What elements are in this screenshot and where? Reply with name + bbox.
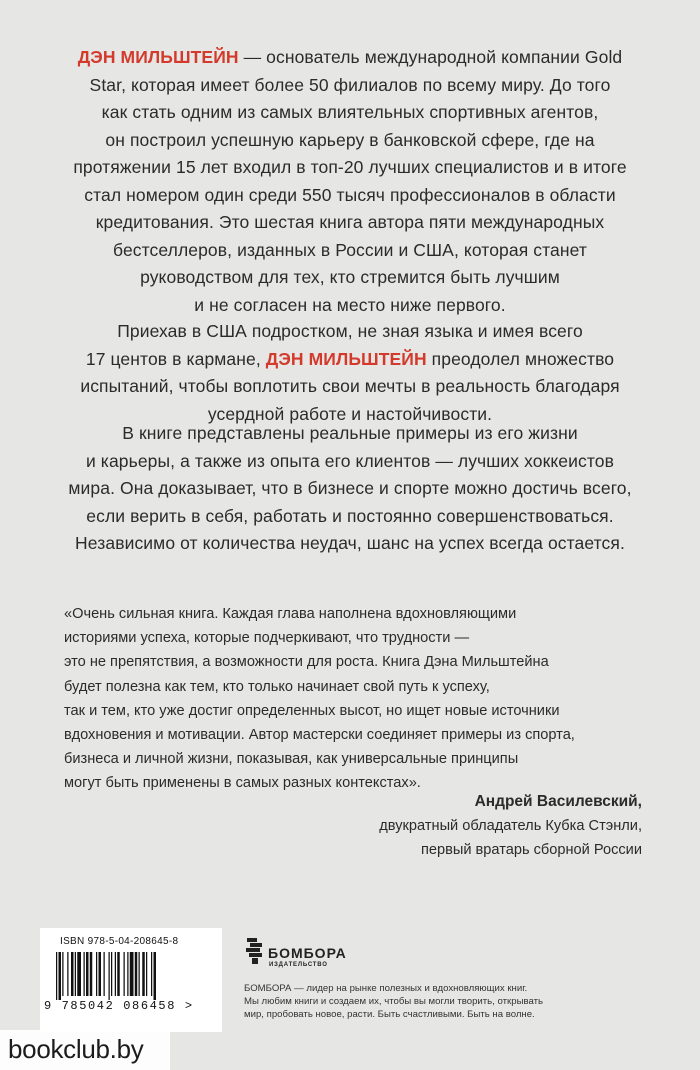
about-line: и карьеры, а также из опыта его клиентов — лучших хоккеистов — [85, 450, 615, 471]
endorsement-quote — [64, 602, 644, 796]
isbn-number: ISBN 978-5-04-208645-8 — [60, 936, 179, 947]
quote-line: историями успеха, которые подчеркивают, что трудности — — [64, 630, 470, 647]
author-name-highlight: ДЭН МИЛЬШТЕЙН — [77, 47, 239, 67]
publisher-line: Мы любим книги и создаем их, чтобы вы могли творить, открывать — [244, 996, 543, 1007]
barcode-panel — [40, 928, 222, 1032]
quote-line: «Очень сильная книга. Каждая глава наполнена вдохновляющими — [64, 606, 517, 622]
about-line: мира. Она доказывает, что в бизнесе и спорте можно достичь всего, — [68, 478, 632, 498]
intro-line: кредитования. Это шестая книга автора пяти международных — [95, 212, 605, 232]
intro-line: бестселлеров, изданных в России и США, которая станет — [113, 239, 587, 260]
bombora-logo-icon — [244, 936, 266, 966]
publisher-line: БОМБОРА — лидер на рынке полезных и вдохновляющих книг. — [244, 983, 528, 994]
author-story-paragraph — [40, 318, 660, 428]
book-about-paragraph — [40, 420, 660, 558]
about-line: В книге представлены реальные примеры из его жизни — [122, 423, 578, 443]
barcode-digits: 9 785042 086458 > — [44, 999, 194, 1013]
quote-line: вдохновения и мотивации. Автор мастерски соединяет примеры из спорта, — [64, 727, 575, 744]
intro-line-1: ДЭН МИЛЬШТЕЙН — основатель международной компании Gold — [77, 47, 623, 67]
story-line: Приехав в США подростком, не зная языка и имея всего — [117, 321, 583, 341]
attribution-name: Андрей Василевский, — [474, 793, 642, 810]
intro-line: он построил успешную карьеру в банковской сфере, где на — [105, 129, 595, 150]
publisher-logo-subtitle: ИЗДАТЕЛЬСТВО — [269, 962, 328, 968]
publisher-logo-name: БОМБОРА — [268, 945, 347, 961]
quote-line: так и тем, кто уже достиг определенных высот, но ищет новые источники — [64, 702, 560, 719]
story-line: испытаний, чтобы воплотить свои мечты в реальность благодаря — [80, 376, 620, 396]
about-line: если верить в себя, работать и постоянно совершенствоваться. — [86, 505, 614, 526]
quote-line: это не препятствия, а возможности для роста. Книга Дэна Мильштейна — [64, 654, 549, 671]
intro-line: стал номером один среди 550 тысяч профессионалов в области — [84, 184, 616, 205]
about-line: Независимо от количества неудач, шанс на успех всегда остается. — [75, 533, 625, 553]
quote-line: будет полезна как тем, кто только начинает свой путь к успеху, — [64, 678, 490, 695]
quote-line: могут быть применены в самых разных контекстах». — [64, 775, 421, 792]
intro-line: протяжении 15 лет входил в топ-20 лучших специалистов и в итоге — [73, 157, 627, 177]
publisher-description — [244, 982, 674, 1021]
attribution-title: первый вратарь сборной России — [420, 842, 642, 859]
quote-attribution — [379, 790, 642, 863]
quote-line: бизнеса и личной жизни, показывая, как универсальные принципы — [64, 751, 519, 768]
attribution-title: двукратный обладатель Кубка Стэнли, — [379, 818, 642, 835]
author-name-highlight: ДЭН МИЛЬШТЕЙН — [265, 348, 427, 369]
intro-line: и не согласен на место ниже первого. — [194, 294, 506, 315]
watermark-text: bookclub.by — [8, 1034, 144, 1064]
site-watermark — [0, 1030, 170, 1070]
intro-line: руководством для тех, кто стремится быть лучшим — [140, 267, 560, 287]
publisher-line: мир, пробовать новое, расти. Быть счастливыми. Быть на волне. — [244, 1009, 535, 1020]
barcode-graphic — [54, 952, 210, 1000]
story-line: усердной работе и настойчивости. — [207, 403, 493, 424]
intro-line: Star, которая имеет более 50 филиалов по всему миру. До того — [89, 74, 611, 95]
author-intro-paragraph — [40, 44, 660, 319]
intro-line: как стать одним из самых влиятельных спортивных агентов, — [101, 102, 599, 122]
story-line-2: 17 центов в кармане, ДЭН МИЛЬШТЕЙН преодолел множество — [85, 348, 615, 369]
